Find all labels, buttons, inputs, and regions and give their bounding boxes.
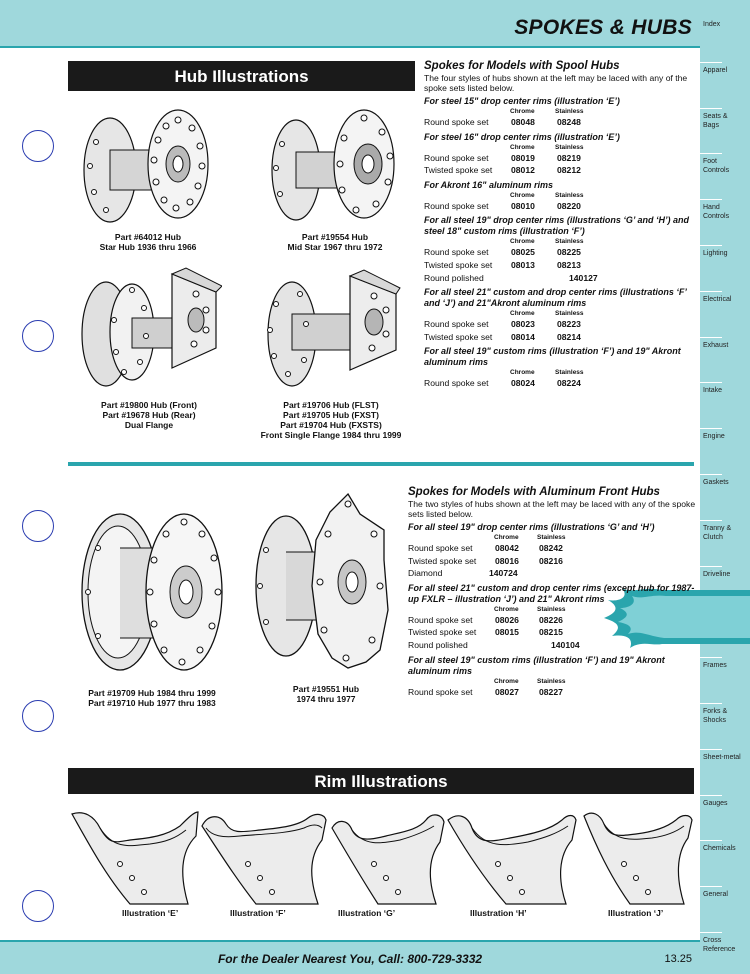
index-tab[interactable]: Tranny & Clutch (703, 524, 732, 541)
spoke-set-row (424, 331, 694, 344)
index-tab[interactable]: Driveline (703, 570, 731, 578)
stainless-part-number: 08212 (557, 165, 581, 176)
index-tab[interactable]: Chemicals (703, 845, 736, 853)
spoke-set-row (408, 555, 698, 568)
index-tab[interactable]: Apparel (703, 66, 728, 74)
column-header-row (424, 237, 694, 246)
spoke-set-row (424, 164, 694, 177)
hub-description: 1974 thru 1977 (296, 694, 356, 704)
hub-caption (88, 232, 208, 252)
stainless-part-number: 08242 (539, 543, 563, 553)
chrome-part-number: 08024 (511, 378, 535, 389)
index-tab[interactable]: Intake (703, 387, 723, 395)
tab-divider (700, 108, 722, 109)
tab-divider (700, 795, 722, 796)
tab-divider (700, 245, 722, 246)
tab-divider (700, 474, 722, 475)
spoke-set-row (408, 542, 698, 555)
disc-mount-hub-illustration (252, 490, 392, 670)
index-tab[interactable]: Electrical (703, 295, 732, 303)
stainless-part-number: 08224 (557, 378, 581, 389)
tab-divider (700, 153, 722, 154)
spoke-set-row (424, 259, 694, 272)
chrome-column-header: Chrome (510, 108, 535, 115)
stainless-part-number: 08225 (557, 247, 581, 258)
hub-illustrations-title: Hub Illustrations (174, 67, 309, 86)
stainless-part-number: 08219 (557, 152, 581, 163)
rim-group-heading: For all steel 21" custom and drop center rims (illustrations ‘F’ and ‘J’) and 21"Akront aluminum rims (424, 287, 687, 309)
spoke-type: Round spoke set (424, 247, 489, 258)
rim-illustrations-banner (68, 768, 694, 794)
dual-flange-hub-illustration (76, 264, 222, 394)
index-tab[interactable]: Lighting (703, 250, 728, 257)
chrome-column-header: Chrome (510, 143, 535, 151)
hub-part-number: Part #19709 Hub 1984 thru 1999 (88, 688, 216, 698)
tab-divider (700, 566, 722, 567)
index-tab[interactable]: Forks & Shocks (703, 708, 728, 724)
section-divider (68, 462, 694, 466)
hub-caption (270, 232, 400, 252)
spoke-type: Twisted spoke set (408, 627, 477, 638)
stainless-part-number: 08227 (539, 686, 563, 697)
column-header-row (424, 191, 694, 200)
section-intro: The two styles of hubs shown at the left may be laced with any of the spoke sets listed below. (408, 499, 696, 519)
spoke-type: Round spoke set (424, 378, 489, 389)
section-heading: Spokes for Models with Spool Hubs (424, 60, 620, 72)
chrome-part-number: 140724 (489, 568, 518, 579)
stainless-column-header: Stainless (555, 191, 584, 199)
tab-divider (700, 62, 722, 63)
rim-group-heading: For Akront 16" aluminum rims (424, 179, 553, 190)
mid-star-hub-illustration (268, 106, 398, 228)
section-heading: Spokes for Models with Aluminum Front Hubs (408, 486, 660, 498)
chrome-part-number: 08048 (511, 117, 535, 127)
index-tab[interactable]: Cross Reference (703, 937, 736, 953)
spoke-type: Round spoke set (424, 200, 489, 211)
rim-illustrations-title: Rim Illustrations (314, 772, 448, 791)
header-bar (0, 0, 700, 48)
binder-hole (22, 510, 54, 542)
spoke-type: Diamond (408, 568, 443, 579)
stainless-part-number: 140104 (551, 639, 580, 650)
binder-hole (22, 320, 54, 352)
spoke-set-row (424, 246, 694, 259)
hub-part-number: Part #19710 Hub 1977 thru 1983 (88, 698, 216, 708)
chrome-column-header: Chrome (510, 369, 535, 377)
spoke-set-row (408, 614, 698, 627)
chrome-part-number: 08027 (495, 686, 519, 697)
chrome-column-header: Chrome (510, 310, 535, 318)
spoke-set-row (408, 639, 698, 652)
hub-description: Mid Star 1967 thru 1972 (287, 242, 383, 252)
index-tab[interactable]: Seats & Bags (703, 112, 728, 129)
stainless-part-number: 08214 (557, 331, 581, 342)
chrome-part-number: 08026 (495, 614, 519, 625)
rim-group-heading: For steel 16" drop center rims (illustration ‘E’) (424, 131, 620, 142)
spoke-type: Round polished (424, 272, 484, 283)
stainless-column-header: Stainless (555, 310, 584, 318)
aluminum-dual-hub-illustration (78, 508, 224, 678)
index-tab[interactable]: Sheet-metal (703, 753, 741, 761)
footer-bar (0, 940, 700, 974)
stainless-column-header: Stainless (555, 108, 584, 115)
tab-divider (700, 749, 722, 750)
tab-divider (700, 382, 722, 383)
spoke-type: Round spoke set (424, 152, 489, 163)
chrome-part-number: 08010 (511, 200, 535, 211)
chrome-part-number: 08025 (511, 247, 535, 258)
hub-part-number: Part #19800 Hub (Front) (101, 400, 197, 410)
chrome-part-number: 08014 (511, 331, 535, 342)
tab-divider (700, 886, 722, 887)
rim-group-heading: For all steel 19" custom rims (illustration ‘F’) and 19" Akront aluminum rims (408, 654, 665, 676)
rim-caption: Illustration ‘G’ (338, 908, 396, 918)
tab-divider (700, 520, 722, 521)
chrome-part-number: 08013 (511, 259, 535, 270)
hub-description: Dual Flange (124, 420, 174, 430)
hub-illustrations-banner (68, 61, 415, 91)
hub-caption (74, 688, 230, 708)
chrome-part-number: 08019 (511, 152, 535, 163)
column-header-row (424, 309, 694, 318)
spoke-type: Round spoke set (408, 614, 473, 625)
column-header-row (424, 143, 694, 152)
single-flange-hub-illustration (262, 264, 402, 394)
aluminum-hub-spokes-section (408, 486, 698, 698)
spoke-type: Twisted spoke set (424, 259, 493, 270)
tab-divider (700, 932, 722, 933)
chrome-part-number: 08016 (495, 555, 519, 566)
chrome-part-number: 08042 (495, 543, 519, 553)
stainless-column-header: Stainless (537, 677, 566, 685)
hub-caption (266, 684, 386, 704)
spoke-set-row (424, 200, 694, 213)
rim-h-illustration (446, 806, 578, 906)
star-hub-illustration (80, 106, 212, 228)
rim-group-heading: For all steel 19" drop center rims (illustrations ‘G’ and ‘H’) (408, 522, 655, 532)
dealer-phone-text: For the Dealer Nearest You, Call: 800-729-3332 (217, 952, 483, 966)
spoke-type: Round spoke set (424, 117, 489, 127)
stainless-part-number: 140127 (569, 272, 598, 283)
chrome-column-header: Chrome (510, 238, 535, 246)
index-tab[interactable]: Exhaust (703, 341, 729, 349)
index-tab[interactable]: Index (703, 21, 721, 28)
stainless-column-header: Stainless (555, 143, 584, 151)
spoke-set-row (424, 272, 694, 285)
page-number: 13.25 (664, 953, 692, 965)
chrome-column-header: Chrome (510, 191, 535, 199)
rim-group-heading: For all steel 19" drop center rims (illustrations ‘G’ and ‘H’) and steel 18" custom rims (illustration ‘F’) (424, 215, 689, 237)
rim-group-heading: For steel 15" drop center rims (illustration ‘E’) (424, 96, 620, 106)
binder-hole (22, 890, 54, 922)
hub-part-number: Part #19554 Hub (301, 232, 369, 242)
rim-caption: Illustration ‘J’ (608, 908, 664, 918)
stainless-part-number: 08223 (557, 319, 581, 330)
rim-caption: Illustration ‘F’ (230, 908, 286, 918)
stainless-part-number: 08213 (557, 259, 581, 270)
spoke-set-row (424, 377, 694, 390)
spoke-set-row (408, 626, 698, 639)
stainless-part-number: 08215 (539, 627, 563, 638)
tab-divider (700, 428, 722, 429)
page-title: SPOKES & HUBS (514, 16, 692, 39)
chrome-part-number: 08015 (495, 627, 519, 638)
index-tab[interactable]: Hand Controls (703, 204, 730, 221)
hub-caption (84, 400, 214, 430)
spoke-type: Round spoke set (408, 543, 473, 553)
column-header-row (408, 533, 698, 542)
spoke-type: Twisted spoke set (408, 555, 477, 566)
chrome-column-header: Chrome (494, 534, 519, 541)
tab-divider (700, 840, 722, 841)
rim-f-illustration (200, 806, 328, 906)
tab-divider (700, 703, 722, 704)
column-header-row (408, 677, 698, 686)
spoke-set-row (408, 686, 698, 699)
spoke-type: Twisted spoke set (424, 331, 493, 342)
hub-description: Star Hub 1936 thru 1966 (99, 242, 197, 252)
hub-caption (246, 400, 416, 440)
spoke-set-row (408, 567, 698, 580)
stainless-column-header: Stainless (555, 238, 584, 246)
chrome-column-header: Chrome (494, 605, 519, 613)
hub-part-number: Part #19551 Hub (292, 684, 360, 694)
section-intro: The four styles of hubs shown at the left may be laced with any of the spoke sets listed below. (424, 73, 688, 93)
chrome-part-number: 08012 (511, 165, 535, 176)
hub-part-number: Part #19706 Hub (FLST) (283, 400, 379, 410)
index-tab[interactable]: Engine (703, 433, 725, 441)
tab-divider (700, 337, 722, 338)
tab-divider (700, 657, 722, 658)
chrome-part-number: 08023 (511, 319, 535, 330)
spoke-type: Round polished (408, 639, 468, 650)
rim-g-illustration (330, 806, 446, 906)
rim-caption: Illustration ‘H’ (470, 908, 527, 918)
spool-hub-spokes-section (424, 60, 694, 390)
stainless-column-header: Stainless (537, 534, 566, 541)
rim-caption: Illustration ‘E’ (122, 908, 179, 918)
index-sidebar (700, 0, 750, 974)
stainless-column-header: Stainless (555, 369, 584, 377)
hub-part-number: Part #19704 Hub (FXSTS) (280, 420, 382, 430)
index-tab[interactable]: Frames (703, 662, 727, 670)
tab-divider (700, 291, 722, 292)
chrome-column-header: Chrome (494, 677, 519, 685)
spoke-set-row (424, 152, 694, 165)
tab-divider (700, 199, 722, 200)
hub-part-number: Part #19705 Hub (FXST) (283, 410, 379, 420)
stainless-column-header: Stainless (537, 605, 566, 613)
rim-group-heading: For all steel 21" custom and drop center rims (except hub for 1987-up FXLR – illustration ‘J’) and 21" Akront rims (408, 582, 695, 604)
spoke-set-row (424, 116, 694, 129)
hub-part-number: Part #64012 Hub (114, 232, 182, 242)
column-header-row (408, 605, 698, 614)
spoke-type: Round spoke set (424, 319, 489, 330)
rim-group-heading: For all steel 19" custom rims (illustration ‘F’) and 19" Akront aluminum rims (424, 346, 681, 368)
index-tab[interactable]: Foot Controls (703, 158, 730, 175)
rim-e-illustration (70, 806, 200, 906)
spoke-type: Round spoke set (408, 686, 473, 697)
spoke-set-row (424, 318, 694, 331)
spoke-type: Twisted spoke set (424, 165, 493, 176)
index-tab[interactable]: Gaskets (703, 479, 729, 486)
stainless-part-number: 08216 (539, 555, 563, 566)
stainless-part-number: 08220 (557, 200, 581, 211)
binder-hole (22, 700, 54, 732)
column-header-row (424, 368, 694, 377)
stainless-part-number: 08226 (539, 614, 563, 625)
index-tab[interactable]: Gauges (703, 799, 728, 807)
index-tab[interactable]: General (703, 891, 728, 899)
hub-description: Front Single Flange 1984 thru 1999 (260, 430, 402, 440)
stainless-part-number: 08248 (557, 117, 581, 127)
hub-part-number: Part #19678 Hub (Rear) (102, 410, 196, 420)
binder-hole (22, 130, 54, 162)
rim-j-illustration (582, 806, 694, 906)
column-header-row (424, 107, 694, 116)
